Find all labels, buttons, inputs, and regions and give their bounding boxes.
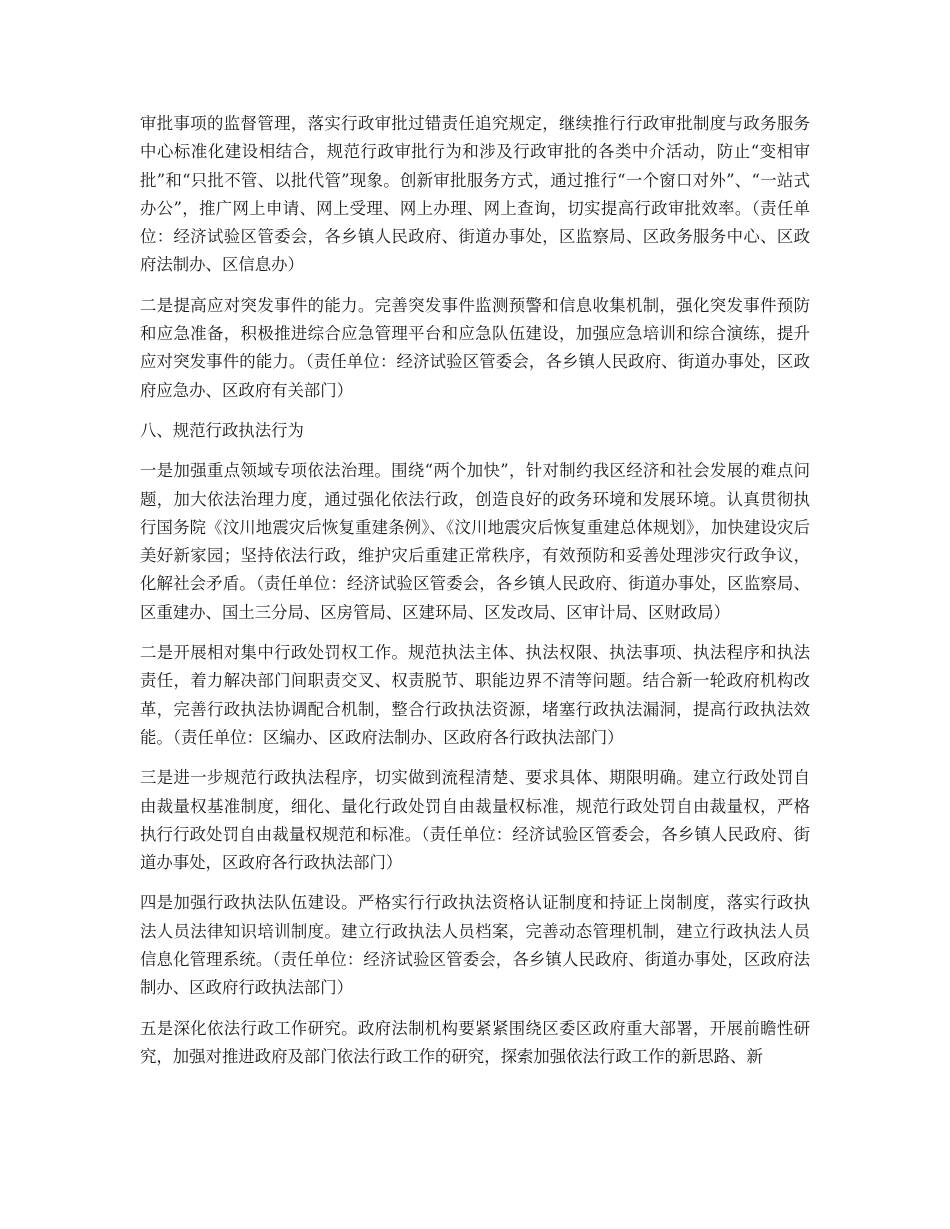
- section-heading-law-enforcement: 八、规范行政执法行为: [140, 420, 304, 440]
- paragraph-key-areas-governance: 一是加强重点领域专项依法治理。围绕“两个加快”，针对制约我区经济和社会发展的难点问题，加大依法治理力度，通过强化依法行政，创造良好的政务环境和发展环境。认真贯彻执行国务院《汶川地震灾后恢复重建条例》、《汶川地震灾后恢复重建总体规划》，加快建设灾后美好新家园；坚持依法行政，维护灾后重建正常秩序，有效预防和妥善处理涉灾行政争议，化解社会矛盾。（责任单位：经济试验区管委会，各乡镇人民政府、街道办事处，区监察局、区重建办、国土三分局、区房管局、区建环局、区发改局、区审计局、区财政局）: [140, 461, 810, 622]
- document-body: [140, 110, 810, 1083]
- paragraph-emergency-response: 二是提高应对突发事件的能力。完善突发事件监测预警和信息收集机制，强化突发事件预防和应急准备，积极推进综合应急管理平台和应急队伍建设，加强应急培训和综合演练，提升应对突发事件的能力。（责任单位：经济试验区管委会，各乡镇人民政府、街道办事处，区政府应急办、区政府有关部门）: [140, 295, 810, 400]
- paragraph-administration-research: 五是深化依法行政工作研究。政府法制机构要紧紧围绕区委区政府重大部署，开展前瞻性研究，加强对推进政府及部门依法行政工作的研究，探索加强依法行政工作的新思路、新: [140, 1018, 810, 1066]
- paragraph-approval-supervision: 审批事项的监督管理，落实行政审批过错责任追究规定，继续推行行政审批制度与政务服务中心标准化建设相结合，规范行政审批行为和涉及行政审批的各类中介活动，防止“变相审批”和“只批不管、以批代管”现象。创新审批服务方式，通过推行“一个窗口对外”、“一站式办公”，推广网上申请、网上受理、网上办理、网上查询，切实提高行政审批效率。（责任单位：经济试验区管委会，各乡镇人民政府、街道办事处，区监察局、区政务服务中心、区政府法制办、区信息办）: [140, 114, 810, 275]
- paragraph-centralized-penalty: 二是开展相对集中行政处罚权工作。规范执法主体、执法权限、执法事项、执法程序和执法责任，着力解决部门间职责交叉、权责脱节、职能边界不清等问题。结合新一轮政府机构改革，完善行政执法协调配合机制，整合行政执法资源，堵塞行政执法漏洞，提高行政执法效能。（责任单位：区编办、区政府法制办、区政府各行政执法部门）: [140, 643, 810, 747]
- paragraph-enforcement-procedure: 三是进一步规范行政执法程序，切实做到流程清楚、要求具体、期限明确。建立行政处罚自由裁量权基准制度，细化、量化行政处罚自由裁量权标准，规范行政处罚自由裁量权，严格执行行政处罚自由裁量权规范和标准。（责任单位：经济试验区管委会，各乡镇人民政府、街道办事处，区政府各行政执法部门）: [140, 768, 810, 873]
- paragraph-enforcement-team: 四是加强行政执法队伍建设。严格实行行政执法资格认证制度和持证上岗制度，落实行政执法人员法律知识培训制度。建立行政执法人员档案，完善动态管理机制，建立行政执法人员信息化管理系统。（责任单位：经济试验区管委会，各乡镇人民政府、街道办事处，区政府法制办、区政府行政执法部门）: [140, 893, 810, 998]
